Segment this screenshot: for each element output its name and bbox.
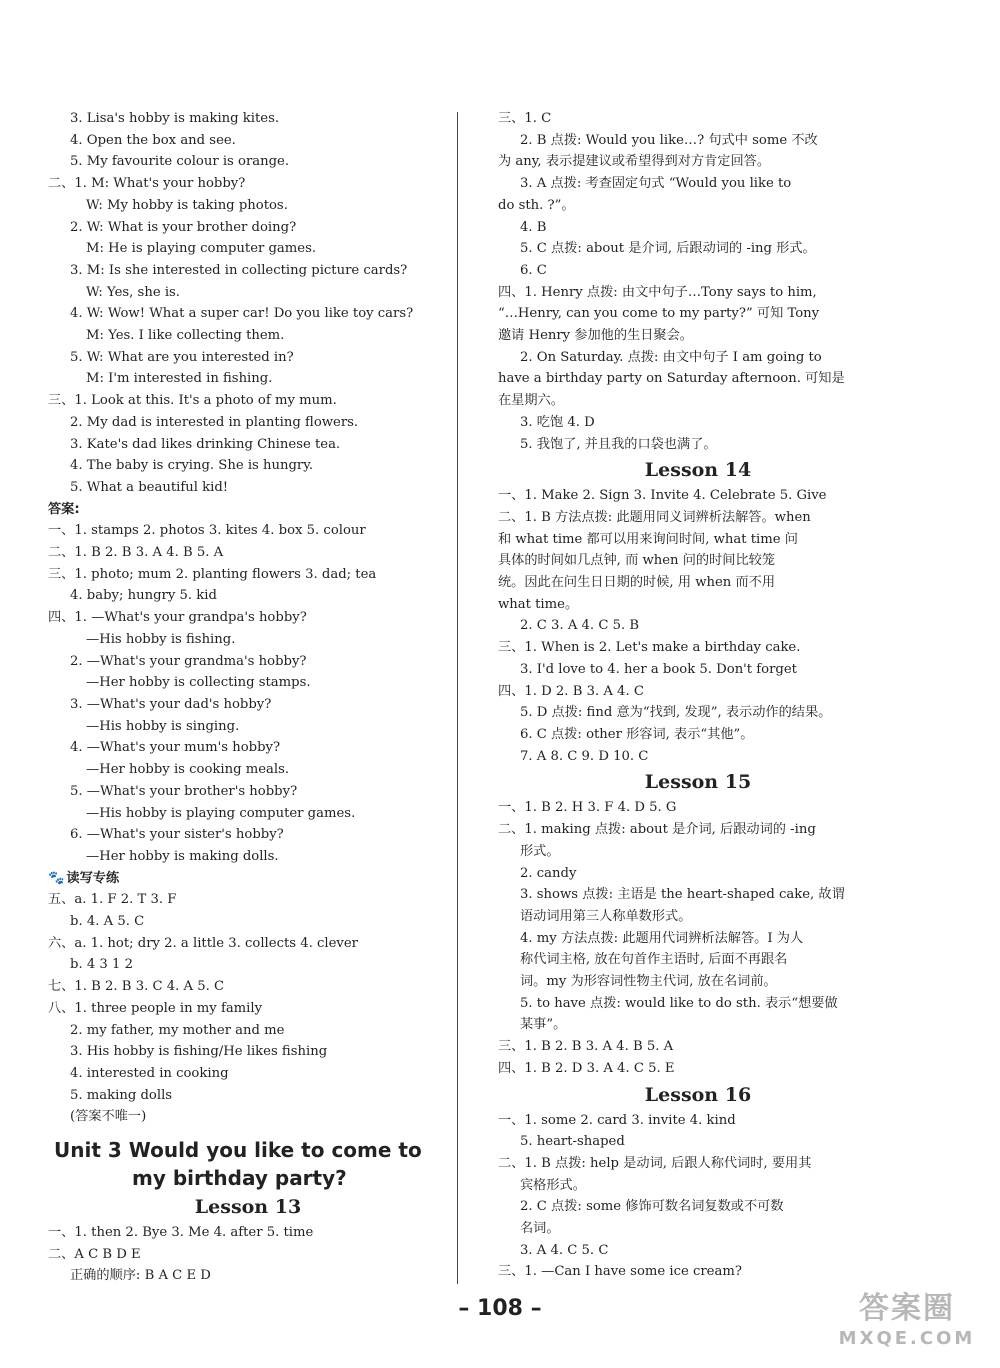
answer-line: —Her hobby is making dolls. — [86, 848, 279, 864]
reading-writing-label: 读写专练 — [66, 870, 120, 886]
answer-line: 3. A 点拨: 考查固定句式 “Would you like to — [520, 176, 792, 192]
answer-line: 二、A C B D E — [48, 1246, 141, 1262]
answer-line: 四、1. D 2. B 3. A 4. C — [498, 683, 644, 699]
answer-line: 五、a. 1. F 2. T 3. F — [48, 892, 177, 908]
answer-line: 二、1. B 方法点拨: 此题用同义词辨析法解答。when — [498, 509, 811, 525]
unit-title-line1: Unit 3 Would you like to come to — [54, 1138, 422, 1163]
watermark-url: MXQE.COM — [838, 1328, 976, 1349]
answer-line: 3. shows 点拨: 主语是 the heart-shaped cake, 故谓 — [520, 887, 845, 903]
answer-line: 三、1. —Can I have some ice cream? — [498, 1264, 742, 1280]
answer-line: 四、1. B 2. D 3. A 4. C 5. E — [498, 1060, 675, 1076]
answer-line: 5. My favourite colour is orange. — [70, 154, 290, 170]
lesson-14-title: Lesson 14 — [644, 459, 752, 482]
right-column — [498, 108, 898, 1283]
answer-line: 5. to have 点拨: would like to do sth. 表示“想要做 — [520, 995, 838, 1011]
answer-line: 一、1. some 2. card 3. invite 4. kind — [498, 1112, 736, 1128]
reading-writing-answers — [48, 889, 448, 1128]
answer-line: 二、1. B 2. B 3. A 4. B 5. A — [48, 545, 224, 561]
lesson-15-answers — [498, 797, 898, 1079]
answer-line: —His hobby is fishing. — [86, 631, 236, 647]
answers-label: 答案: — [48, 501, 80, 517]
answer-line: 2. B 点拨: Would you like…? 句式中 some 不改 — [520, 132, 818, 148]
answer-line: 在星期六。 — [498, 393, 564, 409]
listening-script-dialogues — [48, 173, 448, 390]
answer-line: 6. C 点拨: other 形容词, 表示“其他”。 — [520, 726, 754, 742]
answer-line: W: My hobby is taking photos. — [86, 197, 288, 213]
answer-line: 5. D 点拨: find 意为“找到, 发现”, 表示动作的结果。 — [520, 705, 832, 721]
paw-icon: 🐾 — [48, 870, 65, 886]
answer-line: 2. my father, my mother and me — [70, 1022, 285, 1038]
answer-line: 2. —What's your grandma's hobby? — [70, 653, 307, 669]
answer-line: 3. A 4. C 5. C — [520, 1242, 609, 1258]
answer-line: 2. C 3. A 4. C 5. B — [520, 618, 640, 634]
listening-script-part1 — [48, 108, 448, 173]
left-column — [48, 108, 448, 1287]
answer-line: 3. Kate's dad likes drinking Chinese tea. — [70, 436, 341, 452]
answer-line: (答案不唯一) — [70, 1109, 147, 1125]
answer-line: 4. interested in cooking — [70, 1065, 229, 1081]
answer-line: 5. heart-shaped — [520, 1134, 625, 1150]
answer-line: 三、1. photo; mum 2. planting flowers 3. dad; tea — [48, 566, 377, 582]
answer-line: 3. His hobby is fishing/He likes fishing — [70, 1044, 328, 1060]
answer-line: 三、1. When is 2. Let's make a birthday cake. — [498, 640, 801, 656]
answer-line: 四、1. —What's your grandpa's hobby? — [48, 610, 307, 626]
answer-line: 二、1. making 点拨: about 是介词, 后跟动词的 -ing — [498, 822, 816, 838]
answer-line: 语动词用第三人称单数形式。 — [520, 908, 692, 924]
answer-line: 形式。 — [520, 843, 560, 859]
answer-line: 5. W: What are you interested in? — [70, 349, 294, 365]
answer-line: 7. A 8. C 9. D 10. C — [520, 748, 649, 764]
listening-script-part3 — [48, 390, 448, 499]
answer-line: 一、1. B 2. H 3. F 4. D 5. G — [498, 800, 677, 816]
answer-line: 5. —What's your brother's hobby? — [70, 783, 298, 799]
answer-line: 2. C 点拨: some 修饰可数名词复数或不可数 — [520, 1199, 784, 1215]
reading-writing-heading — [48, 868, 448, 890]
answer-line: 4. Open the box and see. — [70, 132, 236, 148]
answer-line: 具体的时间如几点钟, 而 when 问的时间比较笼 — [498, 553, 776, 569]
answer-line: 名词。 — [520, 1221, 560, 1237]
answer-line: 一、1. stamps 2. photos 3. kites 4. box 5. colour — [48, 523, 366, 539]
page-number: – 108 – — [458, 1296, 542, 1321]
answer-line: 5. making dolls — [70, 1087, 173, 1103]
answer-line: 一、1. then 2. Bye 3. Me 4. after 5. time — [48, 1225, 314, 1241]
answer-line: 统。因此在问生日日期的时候, 用 when 而不用 — [498, 575, 776, 591]
lesson-16-answers — [498, 1110, 898, 1284]
lesson-13-title: Lesson 13 — [194, 1196, 302, 1219]
answer-line: “…Henry, can you come to my party?” 可知 Tony — [498, 306, 820, 322]
answer-line: 一、1. Make 2. Sign 3. Invite 4. Celebrate 5. Give — [498, 488, 827, 504]
answer-line: 词。my 为形容词性物主代词, 放在名词前。 — [520, 974, 777, 990]
answer-line: 四、1. Henry 点拨: 由文中句子…Tony says to him, — [498, 284, 817, 300]
site-watermark — [832, 1290, 982, 1358]
lesson-15-title: Lesson 15 — [644, 771, 752, 794]
answers-list — [48, 520, 448, 867]
answer-line: 4. my 方法点拨: 此题用代词辨析法解答。I 为人 — [520, 930, 804, 946]
answer-line: what time。 — [498, 596, 579, 612]
answer-line: b. 4 3 1 2 — [70, 957, 133, 973]
answer-line: 六、a. 1. hot; dry 2. a little 3. collects 4. clever — [48, 935, 358, 951]
answer-line: 2. On Saturday. 点拨: 由文中句子 I am going to — [520, 349, 822, 365]
lesson-16-title: Lesson 16 — [644, 1083, 752, 1106]
answer-line: 6. C — [520, 262, 547, 278]
answer-line: 4. B — [520, 219, 547, 235]
answer-line: —His hobby is singing. — [86, 718, 240, 734]
answer-line: have a birthday party on Saturday afternoon. 可知是 — [498, 371, 845, 387]
answer-line: 八、1. three people in my family — [48, 1000, 263, 1016]
answer-line: W: Yes, she is. — [86, 284, 180, 300]
answer-line: 宾格形式。 — [520, 1177, 586, 1193]
answer-line: 2. W: What is your brother doing? — [70, 219, 297, 235]
unit-title-line2: my birthday party? — [132, 1166, 347, 1191]
answer-line: —Her hobby is collecting stamps. — [86, 675, 311, 691]
answer-line: b. 4. A 5. C — [70, 914, 145, 930]
answer-line: 3. M: Is she interested in collecting picture cards? — [70, 262, 408, 278]
lesson-14-answers — [498, 485, 898, 767]
answer-line: 三、1. Look at this. It's a photo of my mum. — [48, 393, 337, 409]
lesson-13-answers — [48, 1222, 448, 1287]
answer-line: 3. I'd love to 4. her a book 5. Don't forget — [520, 661, 797, 677]
answer-line: 2. candy — [520, 865, 577, 881]
answer-line: 正确的顺序: B A C E D — [70, 1268, 211, 1284]
answer-line: 邀请 Henry 参加他的生日聚会。 — [498, 328, 693, 344]
answer-line: 5. 我饱了, 并且我的口袋也满了。 — [520, 436, 717, 452]
answer-line: do sth. ?”。 — [498, 197, 575, 213]
answer-line: 二、1. B 点拨: help 是动词, 后跟人称代词时, 要用其 — [498, 1155, 812, 1171]
answer-line: 4. —What's your mum's hobby? — [70, 740, 281, 756]
answer-line: M: Yes. I like collecting them. — [86, 328, 285, 344]
answer-line: 三、1. C — [498, 111, 552, 126]
watermark-logo-text: 答案圈 — [859, 1291, 955, 1326]
answer-line: 6. —What's your sister's hobby? — [70, 827, 284, 843]
answer-line: 4. W: Wow! What a super car! Do you like toy cars? — [70, 306, 414, 322]
lesson-13-answers-continued — [498, 108, 898, 455]
answer-line: 某事”。 — [520, 1017, 567, 1033]
answer-line: 二、1. M: What's your hobby? — [48, 176, 246, 192]
answer-line: M: He is playing computer games. — [86, 241, 317, 257]
column-divider — [457, 112, 458, 1284]
answer-line: 4. The baby is crying. She is hungry. — [70, 458, 314, 474]
answer-line: 七、1. B 2. B 3. C 4. A 5. C — [48, 979, 225, 995]
answer-line: 5. C 点拨: about 是介词, 后跟动词的 -ing 形式。 — [520, 241, 816, 257]
answer-line: 和 what time 都可以用来询问时间, what time 问 — [498, 531, 798, 547]
answer-line: 4. baby; hungry 5. kid — [70, 588, 217, 604]
answer-line: 为 any, 表示提建议或希望得到对方肯定回答。 — [498, 154, 771, 170]
answer-line: —Her hobby is cooking meals. — [86, 762, 290, 778]
answer-line: 称代词主格, 放在句首作主语时, 后面不再跟名 — [520, 952, 788, 968]
answer-line: 3. 吃饱 4. D — [520, 414, 595, 430]
answer-line: 三、1. B 2. B 3. A 4. B 5. A — [498, 1039, 674, 1055]
answer-line: M: I'm interested in fishing. — [86, 371, 273, 387]
answer-line: 3. Lisa's hobby is making kites. — [70, 111, 280, 126]
answer-line: 3. —What's your dad's hobby? — [70, 696, 272, 712]
answer-line: 2. My dad is interested in planting flowers. — [70, 414, 359, 430]
answer-line: —His hobby is playing computer games. — [86, 805, 356, 821]
answer-line: 5. What a beautiful kid! — [70, 479, 229, 495]
